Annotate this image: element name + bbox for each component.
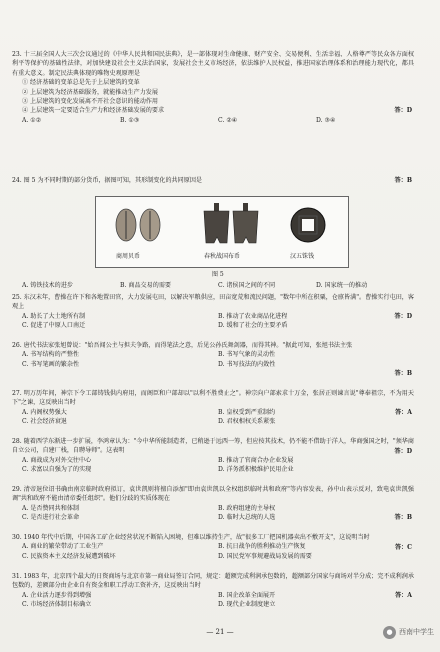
question-24-options bbox=[12, 281, 414, 290]
question-29-options bbox=[12, 504, 414, 523]
question-25 bbox=[12, 293, 414, 331]
option-a: A. 企业活力逐步得到增强 bbox=[22, 591, 92, 599]
question-23 bbox=[12, 50, 414, 125]
question-27-stem: 27. 明万历年间，神宗下令工部铸钱供内府用，而阁臣和户部却以"以利不胜费止之"。神宗向户部索求十万金，张居正则谏言说"尊奉祖宗，不为用天下"之谏，这反映出当时 bbox=[12, 390, 414, 407]
spade-coin-icon bbox=[204, 203, 258, 243]
question-31-options bbox=[12, 591, 414, 610]
option-d: D. 国民党军事规避战局发展的需要 bbox=[218, 552, 312, 560]
shell-coin-icon bbox=[116, 209, 160, 241]
option-a: A. 助长了大土地所有制 bbox=[22, 312, 86, 320]
option-b: B. 书写气象的灵动性 bbox=[218, 351, 276, 359]
option-c: C. 求富以自强为了的实现 bbox=[22, 466, 92, 474]
question-31-stem: 31. 1983 年，北京四个最大的日资商场与北京市第一商业局签订合同，规定：超额完成利润承包数的，超额部分国家与商场对半分成；完不成利润承包数的，差额部分由企业自有资金和职工浮动工资补齐，这反映出当时 bbox=[12, 573, 414, 590]
question-30 bbox=[12, 533, 414, 561]
question-28-stem: 28. 随着西学东渐进一步扩展，李鸿章认为："今中华所能制造者，已稍逊于远西一筹，但应按其技术，仍不能不借助于洋人，华商强国之时，"须华商自立公司，自建厂栈，自聘导师"。这表明 bbox=[12, 438, 414, 455]
option-b: B. 推动了农业商品化进程 bbox=[218, 312, 288, 320]
fig-label-wuzhu: 汉五铢钱 bbox=[290, 253, 315, 260]
watermark bbox=[383, 626, 434, 639]
option-b: B. 国企改革全面展开 bbox=[218, 591, 276, 599]
question-27 bbox=[12, 389, 414, 427]
question-30-options bbox=[12, 542, 414, 561]
question-26 bbox=[12, 341, 414, 377]
question-29-stem: 29. 清帝退位诏书确由南京临时政府拟订，袁世凯则将擅自添加"即由袁世凯以全权组织临时共和政府"等内容发表，孙中山表示反对，致电袁世凯强调"共和政府不能由清帝委任组织"。他们分歧的实质体现在 bbox=[12, 486, 414, 503]
wuzhu-coin-icon bbox=[291, 208, 325, 242]
option-a: A. 是否赞同共和体制 bbox=[22, 504, 80, 512]
question-31-answer: 答：A bbox=[395, 592, 412, 599]
question-25-stem: 25. 东汉末年，曹操在许下和各地置田官，大力发展屯田，以解决军粮供应，田亩宽荒和流民问题，"数年中所在积粟，仓廪皆满"。曹操实行屯田，客观上 bbox=[12, 294, 414, 311]
option-b: B. 皇权受到严重制约 bbox=[218, 408, 276, 416]
question-23-options bbox=[12, 116, 414, 125]
question-29-answer: 答：B bbox=[394, 514, 412, 521]
option-d: D. 国家统一的推动 bbox=[316, 282, 368, 289]
option-c: C. 促进了中原人口南迁 bbox=[22, 322, 86, 330]
option-a: A. 商战成为对外交往中心 bbox=[22, 456, 92, 464]
list-item: ③ 上层建筑的变化发展离不开社会意识的能动作用 bbox=[22, 98, 158, 106]
watermark-text: 西南中学生 bbox=[399, 627, 434, 636]
option-d: D. 现代企业制度建立 bbox=[218, 601, 276, 609]
option-b: B. 推动了官商合办企业发展 bbox=[218, 456, 294, 464]
question-24-stem: 24. 图 5 为不同时期的部分货币，据图可知，其形制变化的共同原因是 bbox=[12, 177, 203, 184]
option-c: C. ②④ bbox=[218, 116, 238, 124]
page-number: — 21 — bbox=[206, 628, 234, 636]
question-31 bbox=[12, 572, 414, 610]
question-30-stem: 30. 1940 年代中后期，中国各工矿企业经营状况不断陷入困境，但难以维持生产，故"很多工厂把国机器卖出不敷开支"，这说明当时 bbox=[12, 534, 370, 541]
question-27-answer: 答：A bbox=[395, 409, 412, 416]
option-d: D. ③④ bbox=[316, 116, 336, 124]
currency-figure bbox=[95, 196, 349, 268]
option-d: D. 君权相权关系紧张 bbox=[218, 418, 276, 426]
list-item: ① 经济基础的变革总是先于上层建筑的变革 bbox=[22, 79, 140, 87]
question-23-stem: 23. 十三届全国人大三次会议通过的《中华人民共和国民法典》，是一部体现对生命健康、财产安全、交易便利、生活幸福、人格尊严等民众各方面权利平等保护的基础性法律，对加快建设社会主义法治国家，发展社会主义市场经济，依法维护人民权益，推进国家治理体系和治理能力现代化，都具有重大意义。制定民法典体现的唯物史观原理是 bbox=[12, 51, 414, 77]
question-26-options bbox=[12, 350, 414, 369]
option-a: A. 书写结构的严整性 bbox=[22, 351, 80, 359]
option-a: A. 铸铁技术的进步 bbox=[22, 282, 73, 289]
question-26-answer: 答：B bbox=[394, 370, 412, 377]
option-d: D. 洋务派积极维护民用企业 bbox=[218, 466, 294, 474]
fig-label-spade: 春秋战国布币 bbox=[204, 253, 241, 260]
question-29 bbox=[12, 485, 414, 523]
option-b: B. 抗日战争的胜利推动生产恢复 bbox=[218, 543, 306, 551]
option-c: C. 是否进行社会革命 bbox=[22, 514, 80, 522]
option-a: A. ①② bbox=[22, 116, 42, 124]
option-c: C. 书写笔画的繁杂性 bbox=[22, 360, 80, 368]
question-30-answer: 答：C bbox=[394, 544, 412, 551]
option-c: C. 市场经济体制目标确立 bbox=[22, 601, 92, 609]
option-b: B. 商品交易的需要 bbox=[120, 282, 172, 289]
question-28-answer: 答：D bbox=[394, 448, 412, 455]
option-c: C. 诸侯国之间的不同 bbox=[218, 282, 276, 289]
option-d: D. 缓和了社会的主要矛盾 bbox=[218, 322, 288, 330]
option-a: A. 内阁权势强大 bbox=[22, 408, 67, 416]
wechat-logo-icon: ● bbox=[383, 626, 396, 639]
option-d: D. 书写技法的内敛性 bbox=[218, 360, 276, 368]
question-24-answer: 答：B bbox=[394, 177, 412, 184]
option-b: B. 政府组建的主导权 bbox=[218, 504, 276, 512]
question-28-options bbox=[12, 456, 414, 475]
list-item: ② 上层建筑为经济基础服务，就能推动生产力发展 bbox=[22, 88, 158, 96]
option-a: A. 商业的繁荣带动了工业生产 bbox=[22, 543, 104, 551]
question-23-answer: 答：D bbox=[394, 107, 412, 114]
fig-label-shell: 商周贝币 bbox=[116, 253, 141, 260]
question-25-options bbox=[12, 312, 414, 331]
question-28 bbox=[12, 437, 414, 475]
option-c: C. 社会经济衰退 bbox=[22, 418, 67, 426]
question-23-item-list bbox=[12, 78, 414, 116]
option-b: B. ①③ bbox=[120, 116, 140, 124]
question-25-answer: 答：D bbox=[394, 313, 412, 320]
question-24 bbox=[12, 176, 414, 185]
question-24-options-block bbox=[12, 281, 414, 290]
list-item: ④ 上层建筑一定要适合生产力和经济基础发展的要求 bbox=[22, 107, 165, 115]
question-26-stem: 26. 唐代书法家张旭曾说："始吾闻公主与担夫争路，而得笔法之意，后见公孙氏舞剑器，而得其神。"据此可知，张旭书法主张 bbox=[12, 342, 353, 349]
option-d: D. 临时大总统的人选 bbox=[218, 514, 276, 522]
figure-caption: 图 5 bbox=[212, 271, 224, 278]
option-c: C. 民族资本主义经济发展遭到破坏 bbox=[22, 552, 116, 560]
question-27-options bbox=[12, 408, 414, 427]
